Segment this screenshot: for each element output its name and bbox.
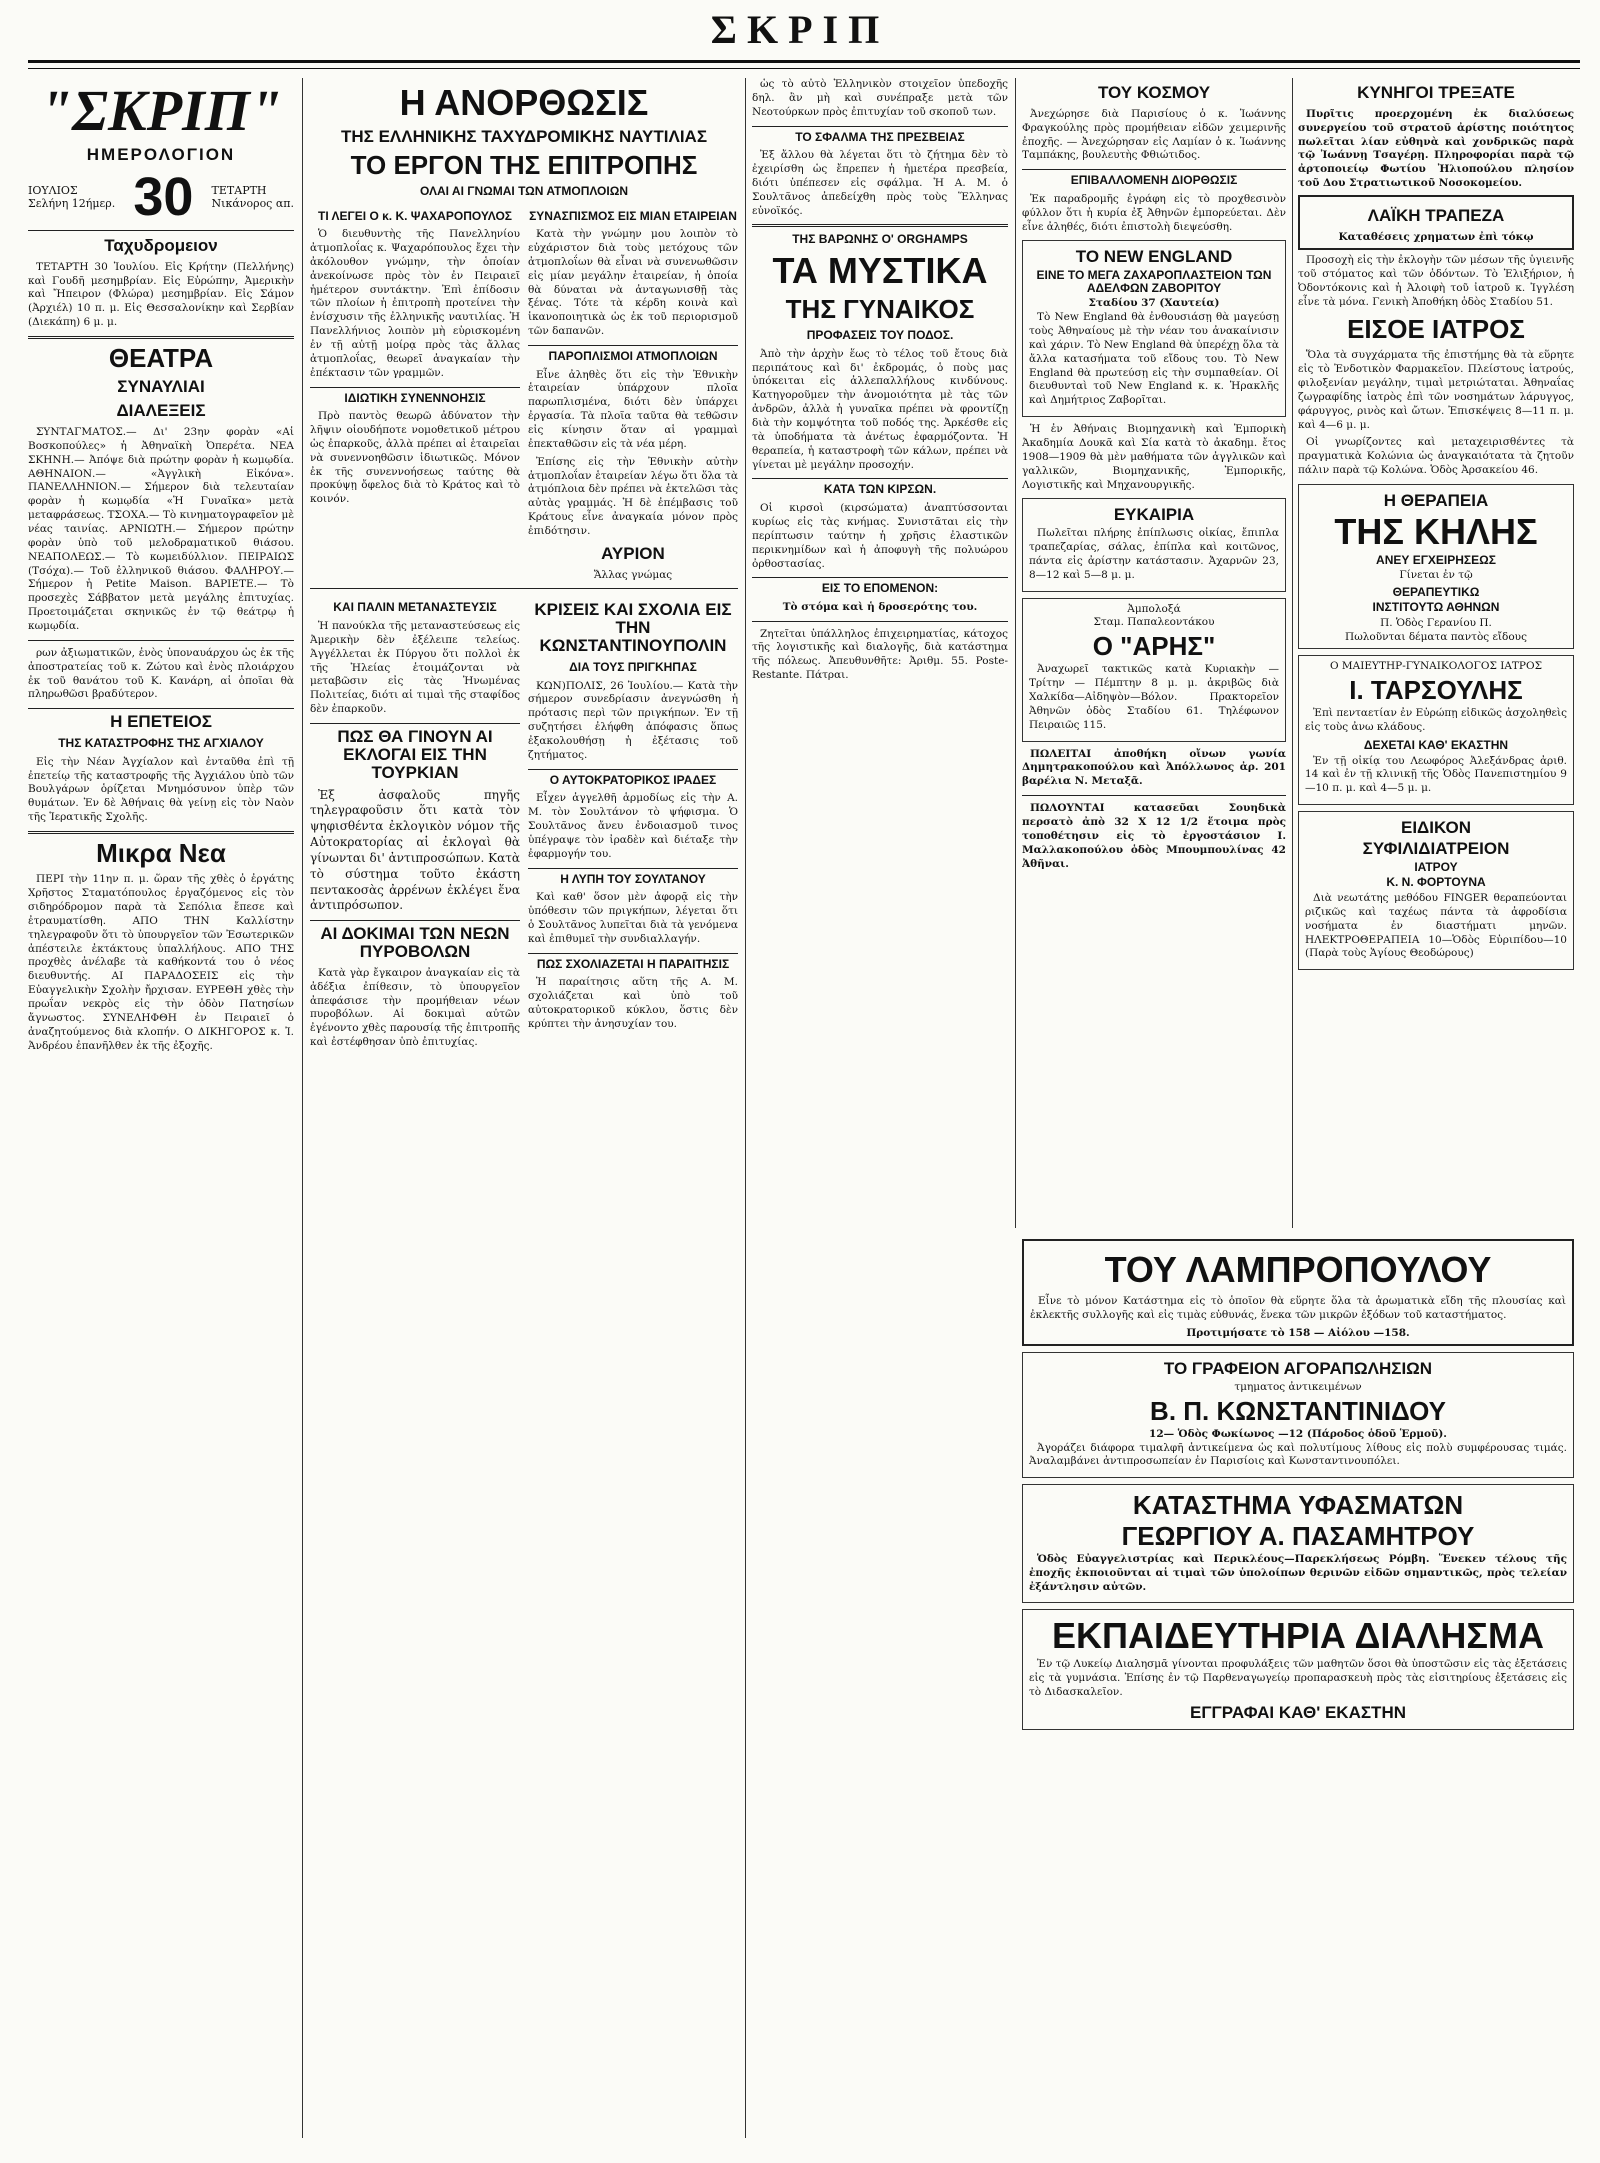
divider bbox=[752, 621, 1008, 622]
decree-heading: Ο ΑΥΤΟΚΡΑΤΟΡΙΚΟΣ ΙΡΑΔΕΣ bbox=[528, 769, 738, 787]
novel-title: ΤΑ ΜΥΣΤΙΚΑ bbox=[772, 250, 988, 292]
calendar-day: 30 bbox=[133, 166, 194, 227]
calendar-weekday: ΤΕΤΑΡΤΗ bbox=[211, 183, 267, 197]
comments-heading: ΠΩΣ ΣΧΟΛΙΑΖΕΤΑΙ Η ΠΑΡΑΙΤΗΣΙΣ bbox=[528, 953, 738, 971]
divider bbox=[28, 230, 294, 231]
tarsoulis-hours: ΔΕΧΕΤΑΙ ΚΑΘ' ΕΚΑΣΤΗΝ bbox=[1363, 737, 1509, 752]
divider bbox=[310, 588, 738, 589]
theatre-heading: ΘΕΑΤΡΑ bbox=[108, 342, 214, 373]
bank-ad bbox=[1298, 195, 1574, 250]
sultan-heading: Η ΛΥΠΗ ΤΟΥ ΣΟΥΛΤΑΝΟΥ bbox=[528, 868, 738, 886]
subheading-laid-up: ΠΑΡΟΠΛΙΣΜΟΙ ΑΤΜΟΠΛΟΙΩΝ bbox=[528, 345, 738, 363]
lampropoulos-address: Προτιμήσατε τὸ 158 — Αἰόλου —158. bbox=[1186, 1326, 1410, 1339]
hernia-text-2: Πωλοῦνται δέματα παντὸς εἴδους bbox=[1345, 630, 1527, 643]
fabric-store-text: Ὁδὸς Εὐαγγελιστρίας καὶ Περικλέους—Παρεκλήσεως Ρόμβη. Ἕνεκεν τέλους τῆς ἐποχῆς ἐκποιοῦνται αἱ τιμαὶ τῶν ὑπολοίπων θερινῶν εἰδῶν σημαντικῶς, πρὸς τελείαν ἐξάντλησιν αὐτῶν. bbox=[1029, 1552, 1567, 1593]
column-divider bbox=[1015, 78, 1016, 1228]
column-center-left bbox=[310, 78, 738, 2148]
divider bbox=[28, 640, 294, 641]
ares-text: Ἀναχωρεῖ τακτικῶς κατὰ Κυριακὴν — Τρίτην — Πέμπτην 8 μ. μ. ἀκριβῶς διὰ Χαλκίδα—Αἰδηψὸν—Βόλον. Πρακτορεῖον Ἀθηνῶν ὁδὸς Σταδίου 61. Τηλέφωνον Πειραιῶς 115. bbox=[1029, 663, 1279, 731]
ares-title: Ο "ΑΡΗΣ" bbox=[1092, 631, 1216, 661]
tarsoulis-name: Ι. ΤΑΡΣΟΥΛΗΣ bbox=[1349, 674, 1523, 705]
opportunity-heading: ΕΥΚΑΙΡΙΑ bbox=[1113, 505, 1195, 525]
subheading-private: ΙΔΙΩΤΙΚΗ ΣΥΝΕΝΝΟΗΣΙΣ bbox=[310, 387, 520, 405]
migration-text: Ἡ πανούκλα τῆς μεταναστεύσεως εἰς Ἀμερικὴν δὲν ἐξέλειπε τελείως. Ἀγγέλλεται ἐκ Πύργου ὅτι πολλοὶ ἐκ τῆς Ἠλείας ἑτοιμάζονται νὰ μεταβῶσιν εἰς τὰς Ἡνωμένας Πολιτείας, διότι αἱ τιμαὶ τῆς σταφίδος δὲν ἐπαρκοῦν. bbox=[310, 619, 520, 716]
pawn-office-text: Ἀγοράζει διάφορα τιμαλφῆ ἀντικείμενα ὡς καὶ πολυτίμους λίθους εἰς πολὺ συμφέρουσας τιμάς. Ἀναλαμβάνει ἀντιπροσωπείαν ἐν Παρισίοις καὶ Κωνσταντινουπόλει. bbox=[1029, 1441, 1567, 1468]
decree-text: Εἶχεν ἀγγελθῆ ἁρμοδίως εἰς τὴν Α. Μ. τὸν Σουλτάνον τὸ ψήφισμα. Ὁ Σουλτᾶνος ἄνευ ἐνδοιασμοῦ τινος ὑπέγραψε τὸν ἰραδὲν καὶ διέταξε τὴν ἐφαρμογήν του. bbox=[528, 792, 738, 860]
post-heading: Ταχυδρομειον bbox=[104, 235, 218, 255]
crisis-text: ΚΩΝ)ΠΟΛΙΣ, 26 Ἰουλίου.— Κατὰ τὴν σήμερον συνεδρίασιν ἀνεγνώσθη ἡ πρότασις περὶ τῶν πριγκήπων. Ἐν τῇ συζητήσει ἐλήφθη ἀπόφασις ὅπως ἐξακολουθήσῃ ἡ ἐξέτασις τοῦ ζητήματος. bbox=[528, 679, 738, 761]
subheading-union: ΣΥΝΑΣΠΙΣΜΟΣ ΕΙΣ ΜΙΑΝ ΕΤΑΙΡΕΙΑΝ bbox=[529, 208, 737, 223]
column-divider bbox=[302, 78, 303, 2138]
pawn-office-address: 12— Ὁδὸς Φωκίωνος —12 (Πάροδος ὁδοῦ Ἑρμοῦ). bbox=[1149, 1427, 1447, 1440]
society-text: Ἀνεχώρησε διὰ Παρισίους ὁ κ. Ἰωάννης Φραγκούλης πρὸς προμήθειαν εἰδῶν χειμερινῆς ἐποχῆς. — Ἀνεχώρησαν εἰς Λαμίαν ὁ κ. Ἰωάννης Ταμπάκης, βουλευτὴς Φθιώτιδος. bbox=[1022, 107, 1286, 162]
crisis-heading: ΚΡΙΣΕΙΣ ΚΑΙ ΣΧΟΛΙΑ ΕΙΣ ΤΗΝ ΚΩΝΣΤΑΝΤΙΝΟΥΠΟΛΙΝ bbox=[534, 600, 732, 656]
correction-text: Ἐκ παραδρομῆς ἐγράφη εἰς τὸ προχθεσινὸν φύλλον ὅτι ἡ κυρία ἐξ Ἀθηνῶν ἐμπορεύεται. Δὲν εἶνε ἀληθές, διότι ἐπιστολὴ διεψεύσθη. bbox=[1022, 192, 1286, 233]
next-heading: ΕΙΣ ΤΟ ΕΠΟΜΕΝΟΝ: bbox=[752, 577, 1008, 595]
sultan-text: Καὶ καθ' ὅσον μὲν ἀφορᾷ εἰς τὴν ὑπόθεσιν τῶν πριγκήπων, λέγεται ὅτι ὁ Σουλτᾶνος λυπεῖται διὰ τὰ γενόμενα καὶ ἐπιθυμεῖ τὴν συνδιαλλαγήν. bbox=[528, 891, 738, 945]
subheading-psacharopoulos: ΤΙ ΛΕΓΕΙ Ο κ. Κ. ΨΑΧΑΡΟΠΟΥΛΟΣ bbox=[318, 208, 512, 223]
embassy-text: Ἐξ ἄλλου θὰ λέγεται ὅτι τὸ ζήτημα δὲν τὸ ἐχειρίσθη ὡς ἔπρεπεν ἡ ἡμετέρα πρεσβεία, διότι ὑπέπεσεν εἰς σφάλμα. Ἡ Α. Μ. ὁ Σουλτᾶνος ἀπεδείχθη πρὸς τοὺς Ἕλληνας εὐνοϊκός. bbox=[752, 149, 1008, 217]
hernia-institute: ΘΕΡΑΠΕΥΤΙΚΩ bbox=[1392, 584, 1480, 599]
column-center bbox=[752, 78, 1008, 2148]
calendar-month: ΙΟΥΛΙΟΣ bbox=[28, 183, 78, 197]
pawn-office-name: Β. Π. ΚΩΝΣΤΑΝΤΙΝΙΔΟΥ bbox=[1150, 1395, 1446, 1426]
calendar-saint: Νικάνορος απ. bbox=[211, 196, 294, 210]
article-continuation: ὡς τὸ αὐτὸ Ἑλληνικὸν στοιχεῖον ὑπεδοχῆς δηλ. ἂν μὴ καὶ συνέπραξε μετὰ τῶν Νεοτούρκων πρὸς ἐπιτυχίαν τοῦ σκοποῦ των. bbox=[752, 78, 1008, 118]
corns-heading: ΚΑΤΑ ΤΩΝ ΚΙΡΣΩΝ. bbox=[752, 478, 1008, 496]
masthead-rule bbox=[28, 60, 1580, 69]
clinic-ad bbox=[1298, 811, 1574, 970]
ares-sub: Σταμ. Παπαλεοντάκου bbox=[1093, 616, 1215, 629]
opportunity-text: Πωλεῖται πλήρης ἐπίπλωσις οἰκίας, ἔπιπλα τραπεζαρίας, σάλας, ἐπίπλα καὶ κοιτῶνος, πάντα εἰς ἀρίστην κατάστασιν. Ἀχαρνῶν 23, 8—12 καὶ 5—8 μ. μ. bbox=[1029, 527, 1279, 581]
clinic-title-3: ΙΑΤΡΟΥ bbox=[1414, 859, 1458, 874]
column-right bbox=[1298, 78, 1574, 1228]
classified-text: Ζητεῖται ὑπάλληλος ἐπιχειρηματίας, κάτοχος τῆς λογιστικῆς καὶ διαλογῆς, διὰ κατάστημα τῆς πόλεως. Ἀπευθυνθῆτε: Ἀριθμ. 55. Poste-Restante. Πάτραι. bbox=[752, 627, 1008, 682]
new-england-title: ΤΟ NEW ENGLAND bbox=[1075, 247, 1233, 267]
doctor-text: Ὅλα τὰ συγχάρματα τῆς ἐπιστήμης θὰ τὰ εὕρητε εἰς τὸ Ἐνδοτικὸν Φαρμακεῖον. Πλείστους ἰατρούς, φιλοξενίαν μεγάλην, τιμαὶ μετριώταται. Ἀθηναΐας ζωγραφίδης ἰατρὸς ἐπὶ τῶν νοσημάτων λάρυγγος, φάρυγγος, ρινὸς καὶ ὤτων. Ἐπισκέψεις 8—11 π. μ. καὶ 4—6 μ. μ. bbox=[1298, 349, 1574, 431]
divider bbox=[752, 224, 1008, 227]
school-enrolment: ΕΓΓΡΑΦΑΙ ΚΑΘ' ΕΚΑΣΤΗΝ bbox=[1189, 1702, 1406, 1722]
fabric-store-title: ΚΑΤΑΣΤΗΜΑ ΥΦΑΣΜΑΤΩΝ bbox=[1132, 1490, 1464, 1521]
elections-text: Ἐξ ἀσφαλοῦς πηγῆς τηλεγραφοῦσιν ὅτι κατὰ τὸν ψηφισθέντα ἐκλογικὸν νόμον τῆς Αὐτοκρατορίας αἱ ἐκλογαὶ θὰ γίνωνται δι' ἀντιπροσώπων. Κατὰ τὸ σύστημα τοῦτο ἐκάστη πεντακοσὰς ἀρρένων ἐκλέγει ἕνα ἀντιπρόσωπον. bbox=[310, 787, 520, 913]
calendar-moon: Σελήνη 12ήμερ. bbox=[28, 196, 116, 210]
tarsoulis-ad bbox=[1298, 655, 1574, 805]
bottom-right-ads bbox=[1022, 1235, 1574, 2155]
dental-text: Προσοχὴ εἰς τὴν ἐκλογὴν τῶν μέσων τῆς ὑγιεινῆς τοῦ στόματος καὶ τῶν ὀδόντων. Τὸ Ἐλιξήριον, ἡ Ὀδοντόκονις καὶ ἡ Ἀλοιφὴ τοῦ ἰατροῦ κ. Ἰγγλέση εἶνε τὰ μόνα. Γενικὴ Ἀποθήκη ὁδὸς Σταδίου 51. bbox=[1298, 254, 1574, 309]
new-england-sub: ΕΙΝΕ ΤΟ ΜΕΓΑ ΖΑΧΑΡΟΠΛΑΣΤΕΙΟΝ ΤΩΝ ΑΔΕΛΦΩΝ ΖΑΒΟΡΙΤΟΥ bbox=[1036, 268, 1272, 295]
hunters-heading: ΚΥΝΗΓΟΙ ΤΡΕΞΑΤΕ bbox=[1357, 83, 1515, 102]
column-divider bbox=[1292, 78, 1293, 1228]
anniversary-text: Εἰς τὴν Νέαν Ἀγχίαλον καὶ ἐνταῦθα ἐπὶ τῇ ἐπετείῳ τῆς καταστροφῆς τῆς Ἀγχιάλου ὑπὸ τῶν Βουλγάρων ὁρίζεται Μνημόσυνον ὑπὲρ τῶν θυμάτων. Ἐν δὲ Ἀθήναις θὰ γείνῃ εἰς τὸν Ναὸν τῆς Ἱερατικῆς Σχολῆς. bbox=[28, 755, 294, 824]
column-center-right bbox=[1022, 78, 1286, 1228]
hernia-institute-2: ΙΝΣΤΙΤΟΥΤΩ ΑΘΗΝΩΝ bbox=[1372, 600, 1500, 615]
short-news-heading: Μικρα Νεα bbox=[96, 838, 226, 869]
hernia-title-2: ΤΗΣ ΚΗΛΗΣ bbox=[1334, 510, 1538, 552]
lampropoulos-text: Εἶνε τὸ μόνον Κατάστημα εἰς τὸ ὁποῖον θὰ εὕρητε ὅλα τὰ ἀρωματικὰ εἴδη τῆς πλουσίας καὶ ἐκλεκτῆς συλλογῆς καὶ εἰς τιμὰς εὐθυνάς, ἕνεκα τῶν μικρῶν ἐξόδων τοῦ καταστήματος. bbox=[1030, 1294, 1566, 1321]
divider bbox=[28, 336, 294, 339]
short-news-text: ΠΕΡΙ τὴν 11ην π. μ. ὥραν τῆς χθὲς ὁ ἐργάτης Χρῆστος Σταματόπουλος ἐργαζόμενος εἰς τὸν σιδηρόδρομον παρὰ τὰ Σεπόλια ἔπεσε καὶ ἐτραυματίσθη. ΑΠΟ ΤΗΝ Καλλίστην τηλεγραφοῦν ὅτι τὸ ὑπουργεῖον τῶν Ἐσωτερικῶν ἀπέστειλε ἐκτάκτους ὑπαλλήλους. ΑΠΟ ΤΗΣ προχθὲς ἀνέλαβε τὰ καθήκοντά του ὁ νέος διευθυντής. ΑΙ ΠΑΡΑΔΟΣΕΙΣ εἰς τὴν Εὐαγγελικὴν Σχολὴν ἤρχισαν. ΕΥΡΕΘΗ χθὲς τὴν πρωΐαν νεκρὸς εἰς τὴν ὁδὸν Πατησίων ἄγνωστος. ΣΥΝΕΛΗΦΘΗ ἐν Πειραιεῖ ὁ ἀναζητούμενος διὰ κλοπήν. Ο ΔΙΚΗΓΟΡΟΣ κ. Ἰ. Ἀνδρέου ἐπανῆλθεν ἐκ τῆς ἐξοχῆς. bbox=[28, 873, 294, 1052]
pawn-office-ad bbox=[1022, 1352, 1574, 1478]
novel-title-2: ΤΗΣ ΓΥΝΑΙΚΟΣ bbox=[785, 293, 975, 324]
school-ad bbox=[1022, 1609, 1574, 1729]
hernia-title: Η ΘΕΡΑΠΕΙΑ bbox=[1383, 490, 1489, 510]
bank-heading: ΛΑΪΚΗ ΤΡΑΠΕΖΑ bbox=[1367, 206, 1505, 225]
hernia-address: Π. Ὁδὸς Γερανίου Π. bbox=[1380, 617, 1492, 630]
new-england-address: Σταδίου 37 (Χαυτεία) bbox=[1088, 297, 1220, 310]
migration-heading: ΚΑΙ ΠΑΛΙΝ ΜΕΤΑΝΑΣΤΕΥΣΙΣ bbox=[333, 600, 497, 615]
comments-text: Ἡ παραίτησις αὕτη τῆς Α. Μ. σχολιάζεται καὶ ὑπὸ τοῦ αὐτοκρατορικοῦ κύκλου, ὅστις δὲν κρύπτει τὴν ἀνησυχίαν του. bbox=[528, 976, 738, 1030]
main-headline: Η ΑΝΟΡΘΩΣΙΣ bbox=[399, 82, 649, 123]
corns-text: Οἱ κιρσοὶ (κιρσώματα) ἀναπτύσσονται κυρίως εἰς τὰς κνήμας. Συνιστᾶται εἰς τὴν περίπτωσιν ταύτην ἡ χρῆσις ἐλαστικῶν περικνημίδων καὶ ἡ ἀποφυγὴ τῆς πολυώρου ὀρθοστασίας. bbox=[752, 502, 1008, 570]
ares-ad bbox=[1022, 598, 1286, 742]
pawn-office-sub: τμηματος ἀντικειμένων bbox=[1234, 1381, 1362, 1393]
cologne-text: Οἱ γνωρίζοντες καὶ μεταχειρισθέντες τὰ πραγματικὰ Κολώνια ὡς ἀναγκαιότατα τὰ ζητοῦν πάλιν παρὰ τῷ Κολώνα. Ὁδὸς Ἀρσακείου 46. bbox=[1298, 436, 1574, 477]
opportunity-ad bbox=[1022, 498, 1286, 591]
ares-pre: Ἀμπολοξά bbox=[1127, 602, 1181, 615]
fabric-store-name: ΓΕΩΡΓΙΟΥ Α. ΠΑΣΑΜΗΤΡΟΥ bbox=[1121, 1520, 1475, 1551]
lectures-heading: ΔΙΑΛΕΞΕΙΣ bbox=[116, 401, 206, 421]
article-text: Ὁ διευθυντὴς τῆς Πανελληνίου ἀτμοπλοΐας κ. Ψαχαρόπουλος ἔχει τὴν ἀκόλουθον γνώμην, τὴν ὁποίαν ἀνεκοίνωσε πρὸς τὸν ἐν Πειραιεῖ ἡμέτερον συντάκτην. Ἐπὶ ἐπίδοσιν τῶν πλοίων ἡ ἐπιτροπὴ προτείνει τὴν ἐνίσχυσιν τῆς ἐλληνικῆς ναυτιλίας. Ἡ Πανελλήνιος λοιπὸν μὴ εὑρισκομένη ἐν τῇ αὐτῇ μοίρᾳ πρὸς τὰς ἄλλας ἀτμοπλοΐας, θεωρεῖ ἀναγκαίαν τὴν ἐπέκτασιν τῶν γραμμῶν. bbox=[310, 228, 520, 379]
article-text: Κατὰ τὴν γνώμην μου λοιπὸν τὸ εὐχάριστον διὰ τοὺς μετόχους τῶν ἀτμοπλοΐων θὰ εἶναι νὰ συνενωθῶσιν εἰς μίαν μεγάλην ἑταιρείαν, ἡ ὁποία θὰ δύναται νὰ ἀνταγωνισθῇ τὰς ξένας. Τότε τὰ κέρδη κοινὰ καὶ ἱκανοποιητικὰ ὡς ἐκ τοῦ περιορισμοῦ τῶν δαπανῶν. bbox=[528, 228, 738, 338]
news-continuation: ρων ἀξιωματικῶν, ἐνὸς ὑποναυάρχου ὡς ἐκ τῆς ἀποστρατείας τοῦ κ. Ζώτου καὶ ἐνὸς πλοιάρχου ἐκ τοῦ θανάτου τοῦ Κ. Κανάρη, αἱ ὁποῖαι θὰ πληρωθῶσι βραδύτερον. bbox=[28, 646, 294, 701]
novel-subheading: ΠΡΟΦΑΣΕΙΣ ΤΟΥ ΠΟΔΟΣ. bbox=[806, 328, 954, 343]
clinic-title-2: ΣΥΦΙΛΙΔΙΑΤΡΕΙΟΝ bbox=[1362, 838, 1510, 858]
academy-ad: Ἡ ἐν Ἀθήναις Βιομηχανικὴ καὶ Ἐμπορικὴ Ἀκαδημία Δουκᾶ καὶ Σία κατὰ τὸ ἀκαδημ. ἔτος 1908—1909 θὰ μὲν μαθήματα τῶν ἀγγλικῶν καὶ γαλλικῶν, Βιομηχανικῆς, Ἐμπορικῆς, Λογιστικῆς καὶ Μηχανουργικῆς. bbox=[1022, 423, 1286, 491]
divider bbox=[1022, 795, 1286, 796]
tomorrow-heading: ΑΥΡΙΟΝ bbox=[601, 543, 665, 563]
masthead-title: ΣΚΡΙΠ bbox=[710, 7, 890, 52]
post-text: ΤΕΤΑΡΤΗ 30 Ἰουλίου. Εἰς Κρήτην (Πελλήνης) καὶ Γουδῆ μεσημβρίαν. Εἰς Εὐρώπην, Ἀμερικὴν καὶ Ἤπειρον (Φλώρα) μεσημβρίαν. Εἰς Σάμον (Ἀρχιέλ) 10 π. μ. Εἰς Θεσσαλονίκην καὶ Σερβίαν (Διεκάπη) 6 μ. μ. bbox=[28, 260, 294, 329]
embassy-heading: ΤΟ ΣΦΑΛΜΑ ΤΗΣ ΠΡΕΣΒΕΙΑΣ bbox=[752, 126, 1008, 144]
lampropoulos-title: ΤΟΥ ΛΑΜΠΡΟΠΟΥΛΟΥ bbox=[1104, 1249, 1492, 1290]
next-text: Τὸ στόμα καὶ ἡ δροσερότης του. bbox=[782, 600, 978, 613]
artillery-heading: ΑΙ ΔΟΚΙΜΑΙ ΤΩΝ ΝΕΩΝ ΠΥΡΟΒΟΛΩΝ bbox=[310, 920, 520, 961]
clinic-text: Διὰ νεωτάτης μεθόδου FINGER θεραπεύονται ριζικῶς καὶ ταχέως πάντα τὰ ἀφροδίσια νοσήματα ἐν διαστήματι μηνῶν. ΗΛΕΚΤΡΟΘΕΡΑΠΕΙΑ 10—Ὁδὸς Εὐριπίδου—10 (Παρὰ τοὺς Ἁγίους Θεοδώρους) bbox=[1305, 892, 1567, 960]
tarsoulis-pre: Ο ΜΑΙΕΥΤΗΡ-ΓΥΝΑΙΚΟΛΟΓΟΣ ΙΑΤΡΟΣ bbox=[1329, 660, 1543, 673]
anniversary-subheading: ΤΗΣ ΚΑΤΑΣΤΡΟΦΗΣ ΤΗΣ ΑΓΧΙΑΛΟΥ bbox=[58, 736, 264, 751]
column-divider bbox=[745, 78, 746, 2138]
article-text: Εἶνε ἀληθὲς ὅτι εἰς τὴν Ἐθνικὴν ἑταιρείαν ὑπάρχουν πλοῖα παρωπλισμένα, διότι δὲν ὑπάρχει ἐργασία. Τὰ πλοῖα ταῦτα θὰ τεθῶσιν εἰς κίνησιν ὅταν αἱ γραμμαὶ ἐπεκταθῶσιν εἰς τὰ νέα μέρη. bbox=[528, 368, 738, 450]
calendar-heading: ΗΜΕΡΟΛΟΓΙΟΝ bbox=[86, 145, 236, 164]
bank-sub: Καταθέσεις χρηματων ἐπὶ τόκῳ bbox=[1338, 230, 1534, 243]
new-england-text: Τὸ New England θὰ ἐνθουσιάσῃ θὰ μαγεύσῃ τοὺς Ἀθηναίους μὲ τὴν νέαν του ἀνακαίνισιν καὶ χάριν. Τὸ New England θὰ ὑπερέχῃ ὅλα τὰ ἄλλα κατασήματα τοῦ εἴδους του. Τὸ New England θὰ πρωτεύσῃ εἰς τὴν συμπαθείαν. Οἱ διευθυνταὶ τοῦ New England κ. κ. Ἡρακλῆς καὶ Δημήτριος Ζαβορῖται. bbox=[1029, 311, 1279, 407]
correction-heading: ΕΠΙΒΑΛΛΟΜΕΝΗ ΔΙΟΡΘΩΣΙΣ bbox=[1022, 169, 1286, 187]
lower-two-columns bbox=[310, 595, 738, 1054]
crisis-subheading: ΔΙΑ ΤΟΥΣ ΠΡΙΓΚΗΠΑΣ bbox=[569, 659, 697, 674]
fabric-store-ad bbox=[1022, 1484, 1574, 1603]
artillery-text: Κατὰ γὰρ ἔγκαιρον ἀναγκαίαν εἰς τὰ ἀδέξια ἐπίθεσιν, τὸ ὑπουργεῖον ἀπεφάσισε τὴν προμήθειαν νέων πυροβόλων. Αἱ δοκιμαὶ αὐτῶν ἐγένοντο χθὲς παρουσίᾳ τῆς ἐπιτροπῆς καὶ ἐστέφθησαν ὑπὸ ἐπιτυχίας. bbox=[310, 966, 520, 1049]
new-england-ad bbox=[1022, 240, 1286, 417]
novel-text: Ἀπὸ τὴν ἀρχὴν ἕως τὸ τέλος τοῦ ἔτους διὰ περιπάτους καὶ δι' ἐκδρομάς, ὁ ποὺς μας ὑπόκειται εἰς ἀλλεπαλλήλους κινδύνους. Κατηγοροῦμεν τὴν ἀνομοιότητα μὲ τὰς τῶν ἀνδρῶν, ἀλλὰ ἡ γυναῖκα πρέπει νὰ φροντίζῃ διὰ τὴν κομψότητα τοῦ ποδός της. Ἀρκέσθε εἰς τὰ ὑποδήματα τὰ ἀνέτως ἐφαρμόζοντα. Ἡ θεραπεία, ἡ καταστροφὴ τῶν κάλων, πρέπει νὰ γίνεται μὲ μεγάλην προσοχήν. bbox=[752, 347, 1008, 471]
doctor-heading: ΕΙΣΟΕ ΙΑΤΡΟΣ bbox=[1347, 313, 1525, 344]
calendar-box bbox=[28, 166, 294, 227]
lampropoulos-ad bbox=[1022, 1239, 1574, 1346]
school-text: Ἐν τῷ Λυκείῳ Διαλησμᾶ γίνονται προφυλάξεις τῶν μαθητῶν ὅσοι θὰ ὑποστῶσιν εἰς τὰς ἐξετάσεις εἰς τὰ γυμνάσια. Ἐπίσης ἐν τῷ Παρθεναγωγείῳ προπαρασκευὴ πρὸς τὰς εἰσιτηρίους ἐξετάσεις εἰς τὸ Διδασκαλεῖον. bbox=[1029, 1658, 1567, 1698]
divider bbox=[28, 831, 294, 834]
warehouse-ad: ΠΩΛΕΙΤΑΙ ἀποθήκη οἴνων γωνία Δημητρακοπούλου καὶ Ἀπόλλωνος ἀρ. 201 βαρέλια Ν. Μεταξᾶ. bbox=[1022, 747, 1286, 788]
concerts-heading: ΣΥΝΑΥΛΙΑΙ bbox=[117, 377, 205, 397]
novel-author: ΤΗΣ ΒΑΡΩΝΗΣ Ο' ΟRGHAMPS bbox=[792, 232, 968, 247]
column-left bbox=[28, 78, 294, 2148]
elections-heading: ΠΩΣ ΘΑ ΓΙΝΟΥΝ ΑΙ ΕΚΛΟΓΑΙ ΕΙΣ ΤΗΝ ΤΟΥΡΚΙΑΝ bbox=[310, 723, 520, 782]
newspaper-logo: "ΣΚΡΙΠ" bbox=[39, 78, 283, 143]
hernia-title-3: ΑΝΕΥ ΕΓΧΕΙΡΗΣΕΩΣ bbox=[1376, 552, 1496, 567]
main-headline-work: ΤΟ ΕΡΓΟΝ ΤΗΣ ΕΠΙΤΡΟΠΗΣ bbox=[350, 149, 698, 180]
stoves-ad: ΠΩΛΟΥΝΤΑΙ κατασεῦαι Σουηδικὰ περσατὸ ἀπὸ 32 Χ 12 1/2 ἕτοιμα πρὸς τοποθέτησιν εἰς τὸ ἐργοστάσιον Ι. Μαλλακοπούλου ὁδὸς Μπουμπουλίνας 42 Ἀθῆναι. bbox=[1022, 802, 1286, 870]
article-two-columns bbox=[310, 204, 738, 583]
hunters-text: Πυρῖτις προερχομένη ἐκ διαλύσεως συνεργείου τοῦ στρατοῦ ἀρίστης ποιότητος πωλεῖται λίαν εὐθηνὰ καὶ χονδρικῶς παρὰ τῷ Ἰωάννῃ Τσαγέρῃ. Πληροφορίαι παρὰ τῷ ἀρτοποιείῳ Φωτίου Ἠλιοπούλου πλησίον τοῦ Δου Στρατιωτικοῦ Νοσοκομείου. bbox=[1298, 107, 1574, 190]
school-title: ΕΚΠΑΙΔΕΥΤΗΡΙΑ ΔΙΑΛΗΣΜΑ bbox=[1051, 1615, 1545, 1657]
tarsoulis-text: Ἐπὶ πενταετίαν ἐν Εὐρώπῃ εἰδικῶς ἀσχοληθεὶς εἰς τοὺς ἀνω κλάδους. bbox=[1305, 707, 1567, 734]
clinic-doctor: Κ. Ν. ΦΟΡΤΟΥΝΑ bbox=[1386, 875, 1486, 890]
hernia-text: Γίνεται ἐν τῷ bbox=[1399, 569, 1473, 582]
anniversary-heading: Η ΕΠΕΤΕΙΟΣ bbox=[28, 708, 294, 731]
society-heading: ΤΟΥ ΚΟΣΜΟΥ bbox=[1097, 83, 1211, 102]
clinic-title: ΕΙΔΙΚΟΝ bbox=[1400, 818, 1471, 838]
tarsoulis-address: Ἐν τῇ οἰκίᾳ του Λεωφόρος Ἀλεξάνδρας ἀριθ. 14 καὶ ἐν τῇ κλινικῇ τῆς Ὁδὸς Πανεπιστημίου 9—10 π. μ. καὶ 4—5 μ. μ. bbox=[1305, 754, 1567, 795]
tomorrow-sub: Ἄλλας γνώμας bbox=[593, 568, 673, 581]
main-headline-opinions: ΟΛΑΙ ΑΙ ΓΝΩΜΑΙ ΤΩΝ ΑΤΜΟΠΛΟΙΩΝ bbox=[420, 183, 628, 198]
main-headline-sub: ΤΗΣ ΕΛΛΗΝΙΚΗΣ ΤΑΧΥΔΡΟΜΙΚΗΣ ΝΑΥΤΙΛΙΑΣ bbox=[340, 126, 708, 146]
article-text: Πρὸ παντὸς θεωρῶ ἀδύνατον τὴν λῆψιν οἱουδήποτε νομοθετικοῦ μέτρου ὡς ἐπαρκοῦς, ἀλλὰ πρέπει αἱ ἑταιρεῖαι νὰ συνεννοηθῶσιν ἰδιωτικῶς. Μόνον ἐκ τῆς συνεννοήσεως ταύτης θὰ προκύψῃ ὄφελος διὰ τὸ Κράτος καὶ τὸ κοινόν. bbox=[310, 410, 520, 506]
pawn-office-title: ΤΟ ΓΡΑΦΕΙΟΝ ΑΓΟΡΑΠΩΛΗΣΙΩΝ bbox=[1163, 1359, 1433, 1379]
hernia-ad bbox=[1298, 484, 1574, 649]
article-text: Ἐπίσης εἰς τὴν Ἐθνικὴν αὐτὴν ἀτμοπλοΐαν ἑταιρείαν λέγω ὅτι ὅλα τὰ ἀτμόπλοια δὲν πρέπει νὰ ἐκτελῶσι τὰς αὐτὰς γραμμάς. Ἡ δὲ ἐπέμβασις τοῦ Κράτους εἶνε ἀναγκαία μόνον πρὸς ἐπιδότησιν. bbox=[528, 455, 738, 538]
theatre-listings: ΣΥΝΤΑΓΜΑΤΟΣ.— Δι' 23ην φορὰν «Αἱ Βοσκοπούλες» ἡ Ἀθηναϊκὴ Ὀπερέτα. ΝΕΑ ΣΚΗΝΗ.— Ἀπόψε διὰ πρώτην φορὰν ἡ κωμῳδία. ΑΘΗΝΑΙΟΝ.— «Ἀγγλικὴ Εἰκόνα». ΠΑΝΕΛΛΗΝΙΟΝ.— Σήμερον διὰ τελευταίαν φορὰν ἡ κωμῳδία «Ἡ Γυναῖκα» μετὰ μεταφράσεως. ΤΣΟΧΑ.— Τὸ κινηματογραφεῖον μὲ νέας ταινίας. ΑΡΝΙΩΤΗ.— Σήμερον πρώτην φορὰν ὑπὸ τοῦ μελοδραματικοῦ θιάσου. ΝΕΑΠΟΛΕΩΣ.— Τὸ κωμειδύλλιον. ΠΕΙΡΑΙΩΣ (Τσόχα).— Τοῦ ἐλληνικοῦ θιάσου. ΦΑΛΗΡΟΥ.— Σήμερον ἡ Petite Maison. ΒΑΡΙΕΤΕ.— Τὸ προσεχὲς Σάββατον μετὰ μεγάλης ἐπιτυχίας. Προετοιμάζεται σκηνικῶς ἐν τῷ θεάτρῳ ἡ κωμῳδία. bbox=[28, 425, 294, 632]
